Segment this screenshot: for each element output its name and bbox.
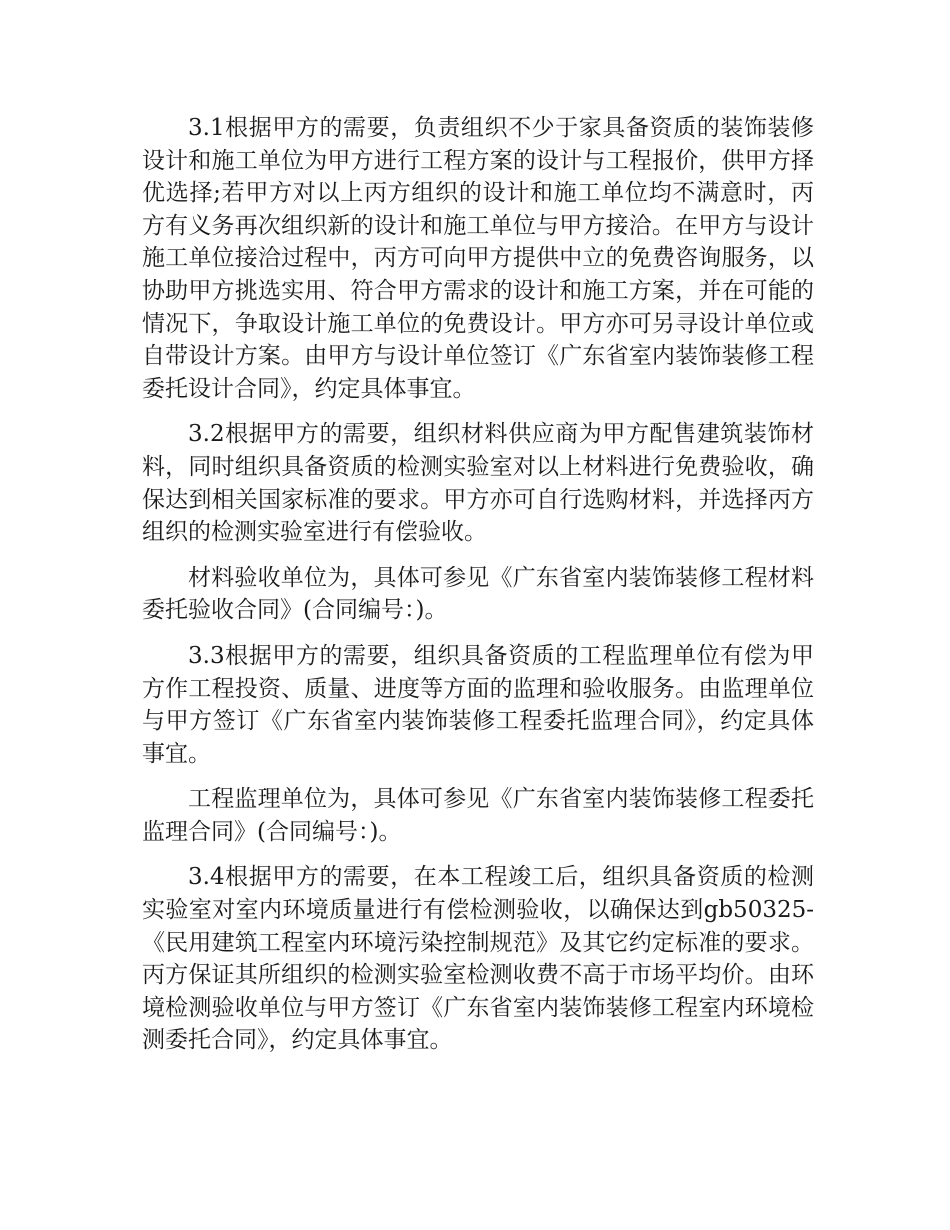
paragraph-3-3: 3.3根据甲方的需要，组织具备资质的工程监理单位有偿为甲方作工程投资、质量、进度等方面的监理和验收服务。由监理单位与甲方签订《广东省室内装饰装修工程委托监理合同》，约定具体事宜。 <box>142 642 814 767</box>
paragraph-3-2: 3.2根据甲方的需要，组织材料供应商为甲方配售建筑装饰材料，同时组织具备资质的检测实验室对以上材料进行免费验收，确保达到相关国家标准的要求。甲方亦可自行选购材料，并选择丙方组织的检测实验室进行有偿验收。 <box>142 421 814 546</box>
paragraph-3-1: 3.1根据甲方的需要，负责组织不少于家具备资质的装饰装修设计和施工单位为甲方进行工程方案的设计与工程报价，供甲方择优选择;若甲方对以上丙方组织的设计和施工单位均不满意时，丙方有义务再次组织新的设计和施工单位与甲方接洽。在甲方与设计施工单位接洽过程中，丙方可向甲方提供中立的免费咨询服务，以协助甲方挑选实用、符合甲方需求的设计和施工方案，并在可能的情况下，争取设计施工单位的免费设计。甲方亦可另寻设计单位或自带设计方案。由甲方与设计单位签订《广东省室内装饰装修工程委托设计合同》，约定具体事宜。 <box>142 115 814 402</box>
paragraph-3-4: 3.4根据甲方的需要，在本工程竣工后，组织具备资质的检测实验室对室内环境质量进行有偿检测验收，以确保达到gb50325-《民用建筑工程室内环境污染控制规范》及其它约定标准的要求。丙方保证其所组织的检测实验室检测收费不高于市场平均价。由环境检测验收单位与甲方签订《广东省室内装饰装修工程室内环境检测委托合同》，约定具体事宜。 <box>142 864 814 1054</box>
paragraph-supervision-unit: 工程监理单位为，具体可参见《广东省室内装饰装修工程委托监理合同》(合同编号：)。 <box>142 786 814 845</box>
paragraph-material-acceptance: 材料验收单位为，具体可参见《广东省室内装饰装修工程材料委托验收合同》(合同编号：)。 <box>142 564 814 624</box>
document-body <box>142 112 814 1070</box>
